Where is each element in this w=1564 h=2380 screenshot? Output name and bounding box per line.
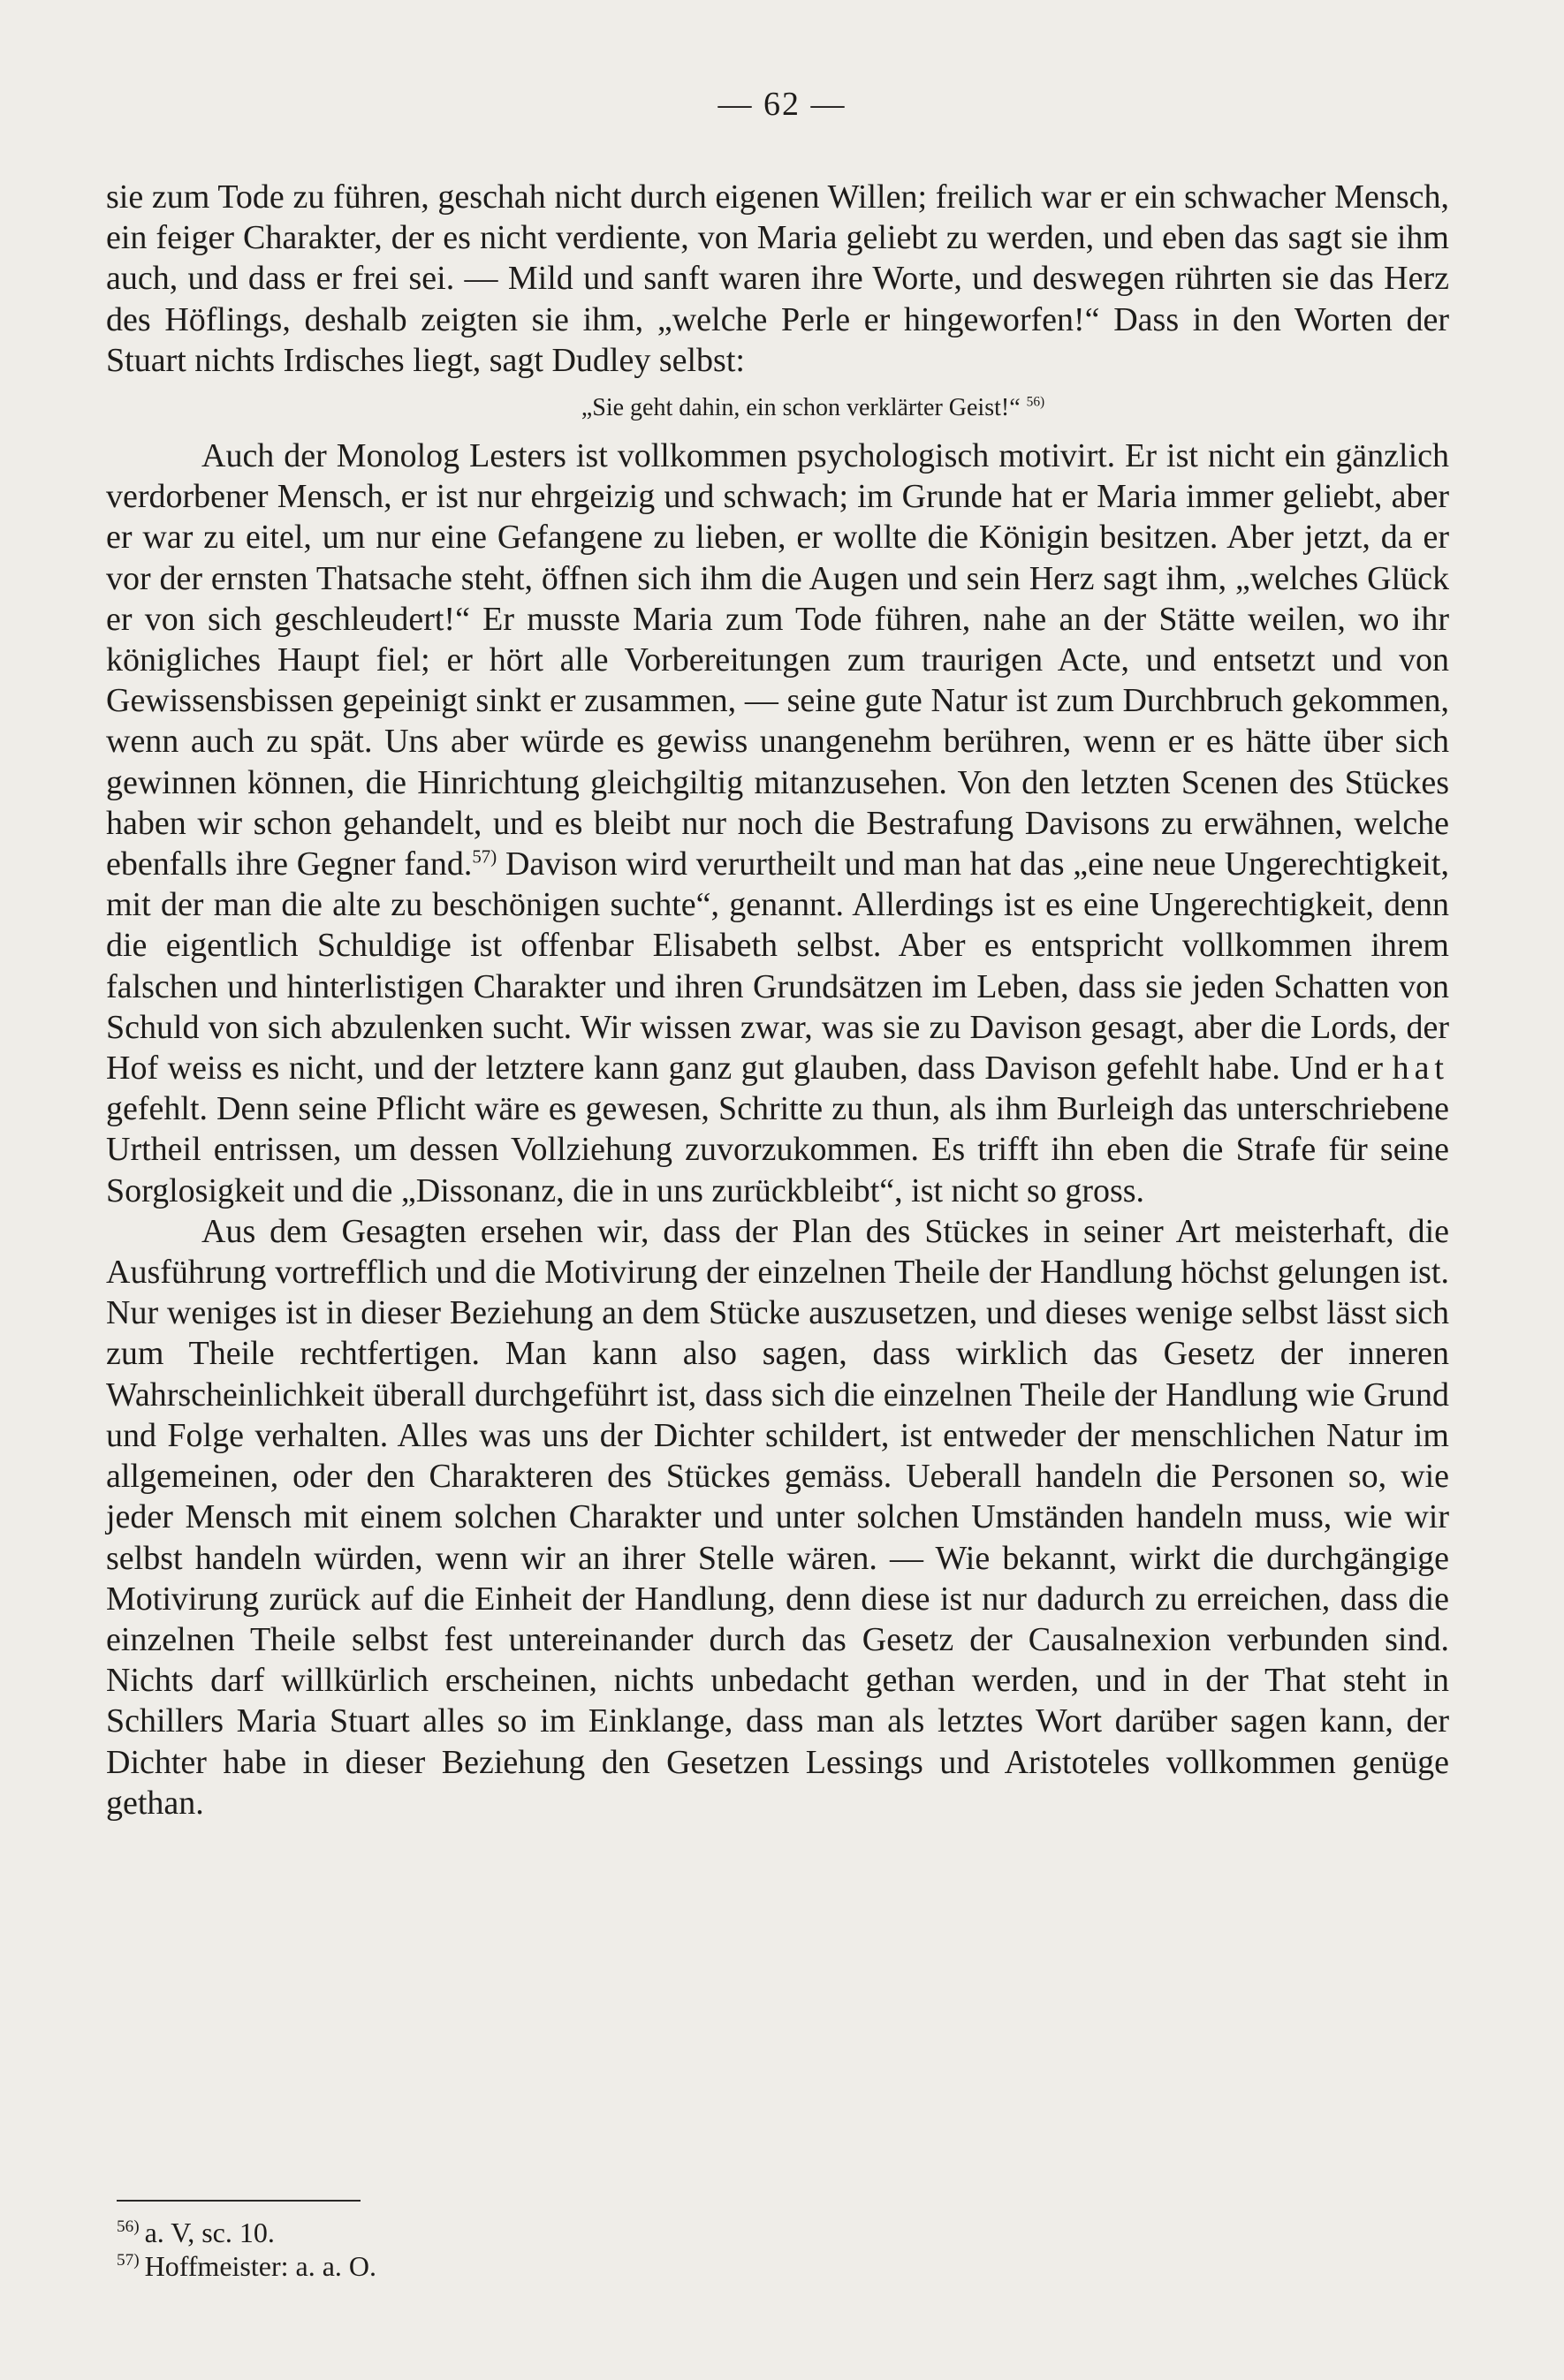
footnote-mark: 56) — [117, 2217, 140, 2237]
quote-text: „Sie geht dahin, ein schon verklärter Geist!“ — [581, 394, 1021, 422]
paragraph-1: sie zum Tode zu führen, geschah nicht durch eigenen Willen; freilich war er ein schwacher Mensch, ein feiger Charakter, der es nicht verdiente, von Maria geliebt zu werden, und eben das sagt sie ihm auch, und dass er frei sei. — Mild und sanft waren ihre Worte, und deswegen rührten sie das Herz des Höflings, deshalb zeigten sie ihm, „welche Perle er hingeworfen!“ Dass in den Worten der Stuart nichts Irdisches liegt, sagt Dudley selbst: — [106, 178, 1449, 379]
block-quote — [106, 381, 1449, 436]
paragraph-2 — [106, 436, 1449, 1211]
footnote-ref-57: 57) — [472, 845, 497, 868]
footnote-text: Hoffmeister: a. a. O. — [144, 2250, 377, 2282]
footnote-57 — [117, 2249, 376, 2283]
footnote-56 — [117, 2216, 376, 2249]
page-number: — 62 — — [717, 86, 847, 123]
footnote-mark: 57) — [117, 2251, 140, 2270]
footnotes — [117, 2216, 376, 2283]
paragraph-2-part-3: gefehlt. Denn seine Pflicht wäre es gewesen, Schritte zu thun, als ihm Burleigh das unterschriebene Urtheil entrissen, um dessen Vollziehung zuvorzukommen. Es trifft ihn eben die Strafe für seine Sorglosigkeit und die „Dissonanz, die in uns zurückbleibt“, ist nicht so gross. — [106, 1090, 1449, 1209]
footnote-text: a. V, sc. 10. — [144, 2217, 275, 2248]
footnote-ref-56: 56) — [1026, 394, 1045, 410]
body-text — [106, 177, 1449, 1823]
footnote-divider — [117, 2200, 361, 2202]
paragraph-2-part-2: Davison wird verurtheilt und man hat das „eine neue Ungerechtigkeit, mit der man die alte zu beschönigen suchte“, genannt. Allerdings ist es eine Ungerechtigkeit, denn die eigentlich Schuldige ist offenbar Elisabeth selbst. Aber es entspricht vollkommen ihrem falschen und hinterlistigen Charakter und ihren Grundsätzen im Leben, dass sie jeden Schatten von Schuld von sich abzulenken sucht. Wir wissen zwar, was sie zu Davison gesagt, aber die Lords, der Hof weiss es nicht, und der letztere kann ganz gut glauben, dass Davison gefehlt habe. Und er — [106, 845, 1449, 1088]
paragraph-3: Aus dem Gesagten ersehen wir, dass der Plan des Stückes in seiner Art meisterhaft, die Ausführung vortrefflich und die Motivirung der einzelnen Theile der Handlung höchst gelungen ist. Nur weniges ist in dieser Beziehung an dem Stücke auszusetzen, und dieses wenige selbst lässt sich zum Theile rechtfertigen. Man kann also sagen, dass wirklich das Gesetz der inneren Wahrscheinlichkeit überall durchgeführt ist, dass sich die einzelnen Theile der Handlung wie Grund und Folge verhalten. Alles was uns der Dichter schildert, ist entweder der menschlichen Natur im allgemeinen, oder den Charakteren des Stückes gemäss. Ueberall handeln die Personen so, wie jeder Mensch mit einem solchen Charakter und unter solchen Umständen handeln muss, wie wir selbst handeln würden, wenn wir an ihrer Stelle wären. — Wie bekannt, wirkt die durchgängige Motivirung zurück auf die Einheit der Handlung, denn diese ist nur dadurch zu erreichen, dass die einzelnen Theile selbst fest untereinander durch das Gesetz der Causalnexion verbunden sind. Nichts darf willkürlich erscheinen, nichts unbedacht gethan werden, und in der That steht in Schillers Maria Stuart alles so im Einklange, dass man als letztes Wort darüber sagen kann, der Dichter habe in dieser Beziehung den Gesetzen Lessings und Aristoteles vollkommen genüge gethan. — [106, 1212, 1449, 1822]
emphasized-word: hat — [1392, 1050, 1449, 1088]
paragraph-2-part-1: Auch der Monolog Lesters ist vollkommen psychologisch motivirt. Er ist nicht ein gänzlich verdorbener Mensch, er ist nur ehrgeizig und schwach; im Grunde hat er Maria immer geliebt, aber er war zu eitel, um nur eine Gefangene zu lieben, er wollte die Königin besitzen. Aber jetzt, da er vor der ernsten Thatsache steht, öffnen sich ihm die Augen und sein Herz sagt ihm, „welches Glück er von sich geschleudert!“ Er musste Maria zum Tode führen, nahe an der Stätte weilen, wo ihr königliches Haupt fiel; er hört alle Vorbereitungen zum traurigen Acte, und entsetzt und von Gewissensbissen gepeinigt sinkt er zusammen, — seine gute Natur ist zum Durchbruch gekommen, wenn auch zu spät. Uns aber würde es gewiss unangenehm berühren, wenn er es hätte über sich gewinnen können, die Hinrichtung gleichgiltig mitanzusehen. Von den letzten Scenen des Stückes haben wir schon gehandelt, und es bleibt nur noch die Bestrafung Davisons zu erwähnen, welche ebenfalls ihre Gegner fand. — [106, 437, 1449, 883]
